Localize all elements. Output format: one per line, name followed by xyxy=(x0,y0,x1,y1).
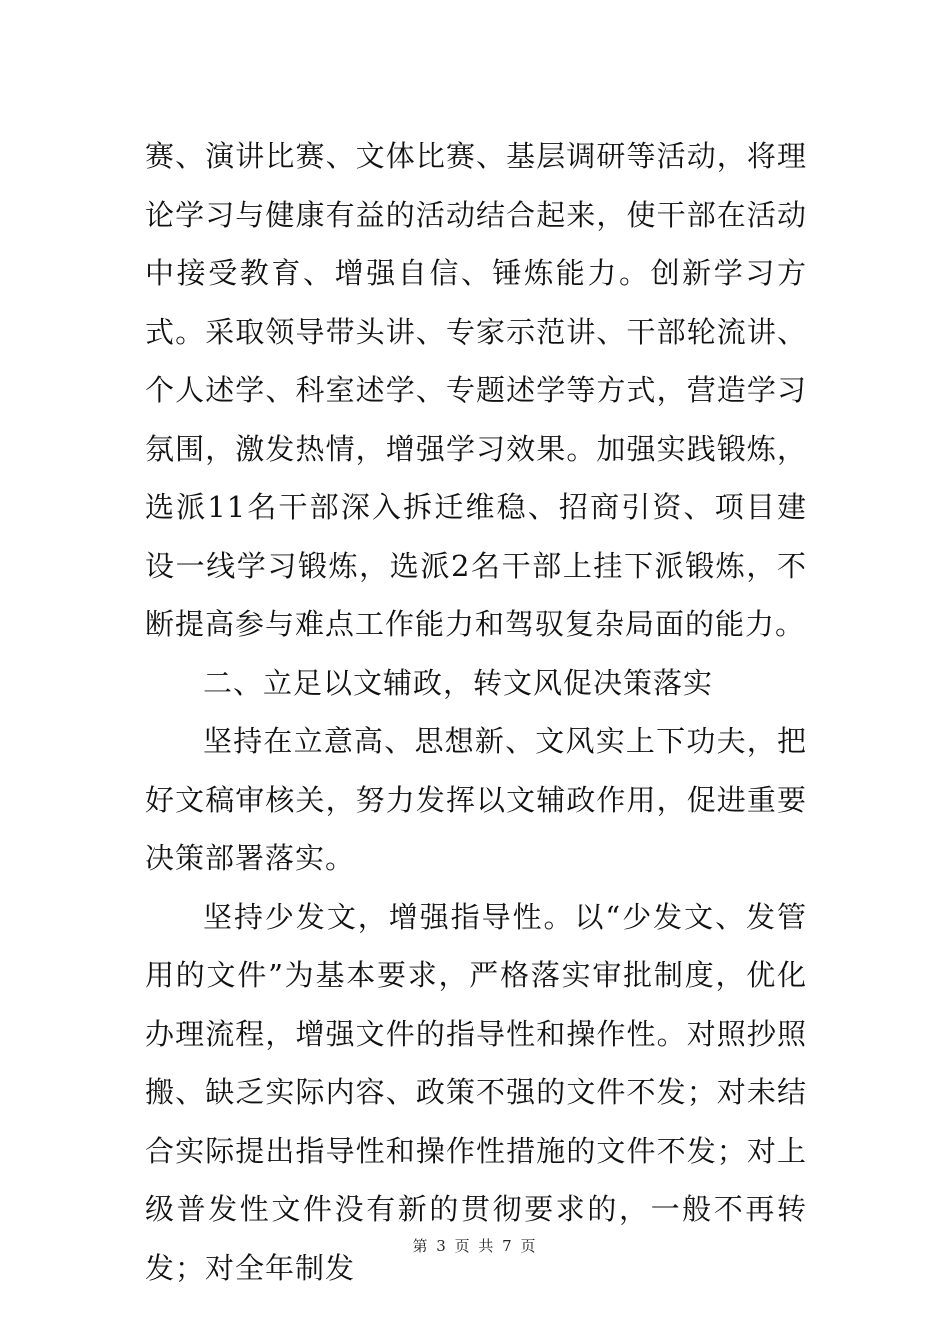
section-heading: 二、立足以文辅政，转文风促决策落实 xyxy=(203,665,714,700)
paragraph: 坚持在立意高、思想新、文风实上下功夫，把好文稿审核关，努力发挥以文辅政作用，促进重要决策部署落实。 xyxy=(145,724,807,875)
paragraph-continuation: 赛、演讲比赛、文体比赛、基层调研等活动，将理论学习与健康有益的活动结合起来，使干部在活动中接受教育、增强自信、锤炼能力。创新学习方式。采取领导带头讲、专家示范讲、干部轮流讲、个人述学、科室述学、专题述学等方式，营造学习氛围，激发热情，增强学习效果。加强实践锻炼，选派11名干部深入拆迁维稳、招商引资、项目建设一线学习锻炼，选派2名干部上挂下派锻炼，不断提高参与难点工作能力和驾驭复杂局面的能力。 xyxy=(145,139,807,641)
document-body xyxy=(145,127,807,1297)
page-number-footer: 第 3 页 共 7 页 xyxy=(412,1237,538,1255)
paragraph: 坚持少发文，增强指导性。以“少发文、发管用的文件”为基本要求，严格落实审批制度，优化办理流程，增强文件的指导性和操作性。对照抄照搬、缺乏实际内容、政策不强的文件不发；对未结合实际提出指导性和操作性措施的文件不发；对上级普发性文件没有新的贯彻要求的，一般不再转发；对全年制发 xyxy=(145,899,807,1285)
